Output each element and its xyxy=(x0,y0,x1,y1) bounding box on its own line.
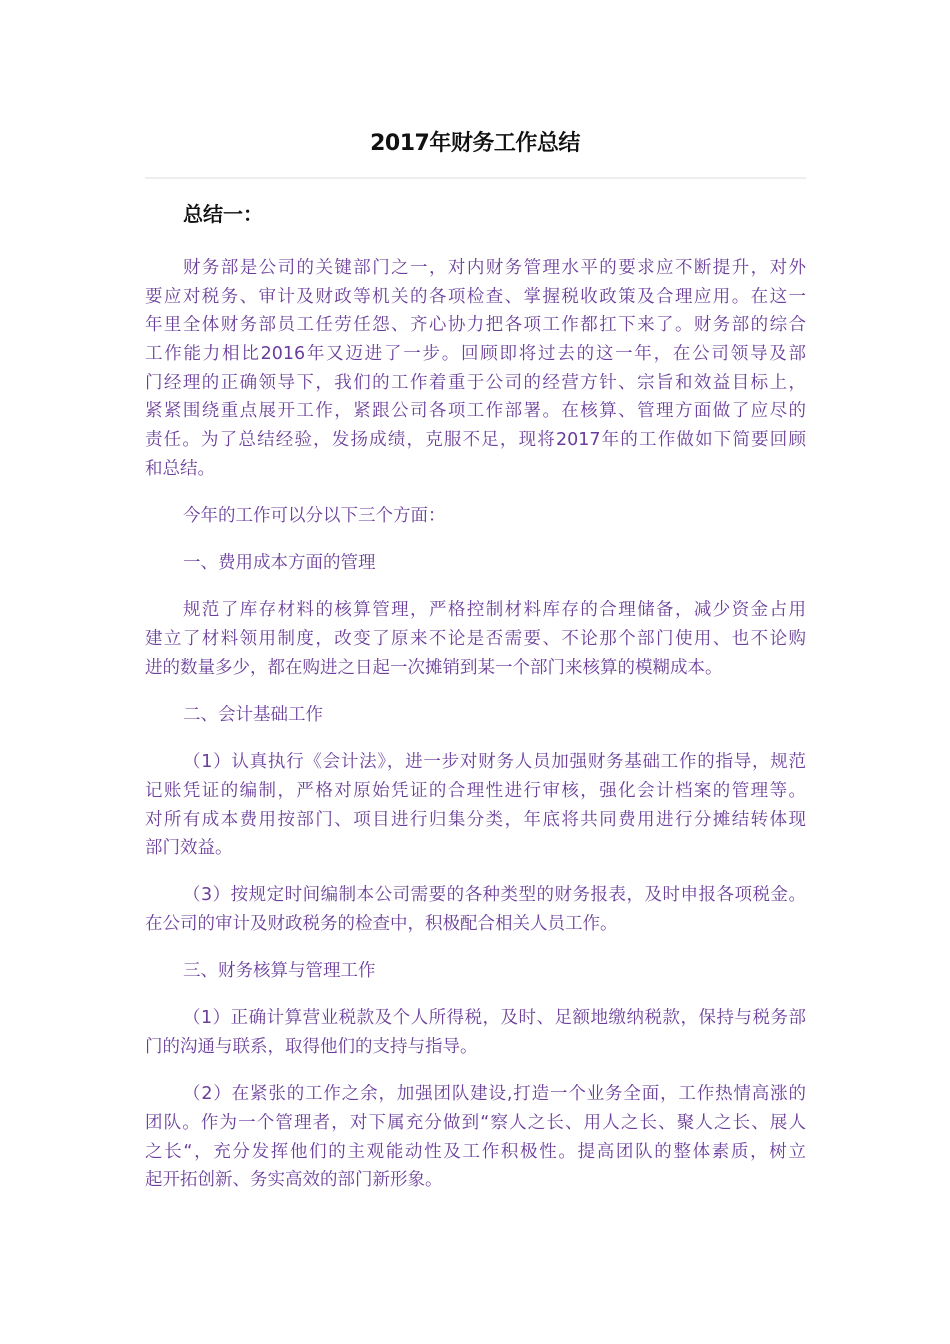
paragraph-line: 要应对税务、审计及财政等机关的各项检查、掌握税收政策及合理应用。在这一 xyxy=(145,286,806,307)
paragraph-line: 责任。为了总结经验，发扬成绩，克服不足，现将2017年的工作做如下简要回顾 xyxy=(145,430,806,451)
paragraph-line: 财务部是公司的关键部门之一，对内财务管理水平的要求应不断提升，对外 xyxy=(183,258,806,278)
paragraph-line: 门经理的正确领导下，我们的工作着重于公司的经营方针、宗旨和效益目标上， xyxy=(145,372,806,393)
paragraph-line: 一、费用成本方面的管理 xyxy=(183,553,376,574)
paragraph xyxy=(145,957,806,986)
paragraph-line: 之长“，充分发挥他们的主观能动性及工作积极性。提高团队的整体素质，树立 xyxy=(145,1141,806,1162)
document-body xyxy=(145,254,806,1214)
paragraph-line: 工作能力相比2016年又迈进了一步。回顾即将过去的这一年，在公司领导及部 xyxy=(145,344,806,365)
paragraph xyxy=(145,881,806,938)
section-heading: 总结一： xyxy=(183,202,263,226)
paragraph-line: （3）按规定时间编制本公司需要的各种类型的财务报表，及时申报各项税金。 xyxy=(183,885,806,906)
paragraph-line: 门的沟通与联系，取得他们的支持与指导。 xyxy=(145,1037,478,1058)
paragraph xyxy=(145,701,806,730)
paragraph xyxy=(145,748,806,863)
paragraph-line: 二、会计基础工作 xyxy=(183,704,323,725)
paragraph-line: 对所有成本费用按部门、项目进行归集分类，年底将共同费用进行分摊结转体现 xyxy=(145,809,806,830)
paragraph-line: 记账凭证的编制，严格对原始凭证的合理性进行审核，强化会计档案的管理等。 xyxy=(145,780,806,801)
paragraph-line: 团队。作为一个管理者，对下属充分做到“察人之长、用人之长、聚人之长、展人 xyxy=(145,1113,806,1133)
paragraph-line: 部门效益。 xyxy=(145,838,233,859)
paragraph-line: 建立了材料领用制度，改变了原来不论是否需要、不论那个部门使用、也不论购 xyxy=(145,629,806,650)
paragraph-line: （1）正确计算营业税款及个人所得税，及时、足额地缴纳税款，保持与税务部 xyxy=(183,1008,806,1029)
paragraph xyxy=(145,254,806,484)
paragraph-line: 规范了库存材料的核算管理，严格控制材料库存的合理储备，减少资金占用 xyxy=(183,600,806,621)
paragraph xyxy=(145,1080,806,1195)
paragraph-line: 今年的工作可以分以下三个方面： xyxy=(183,506,446,526)
paragraph xyxy=(145,549,806,578)
title-divider xyxy=(145,177,806,179)
paragraph-line: 起开拓创新、务实高效的部门新形象。 xyxy=(145,1170,443,1191)
paragraph xyxy=(145,1004,806,1061)
paragraph-line: 在公司的审计及财政税务的检查中，积极配合相关人员工作。 xyxy=(145,914,618,935)
paragraph-line: （2）在紧张的工作之余，加强团队建设,打造一个业务全面，工作热情高涨的 xyxy=(183,1084,806,1105)
paragraph-line: 紧紧围绕重点展开工作，紧跟公司各项工作部署。在核算、管理方面做了应尽的 xyxy=(145,401,806,422)
document-title: 2017年财务工作总结 xyxy=(370,131,580,156)
paragraph-line: 三、财务核算与管理工作 xyxy=(183,961,376,982)
paragraph xyxy=(145,502,806,531)
paragraph-line: 进的数量多少，都在购进之日起一次摊销到某一个部门来核算的模糊成本。 xyxy=(145,657,723,678)
paragraph-line: 年里全体财务部员工任劳任怨、齐心协力把各项工作都扛下来了。财务部的综合 xyxy=(145,315,806,336)
paragraph xyxy=(145,596,806,682)
paragraph-line: 和总结。 xyxy=(145,458,215,479)
paragraph-line: （1）认真执行《会计法》，进一步对财务人员加强财务基础工作的指导，规范 xyxy=(183,752,806,773)
